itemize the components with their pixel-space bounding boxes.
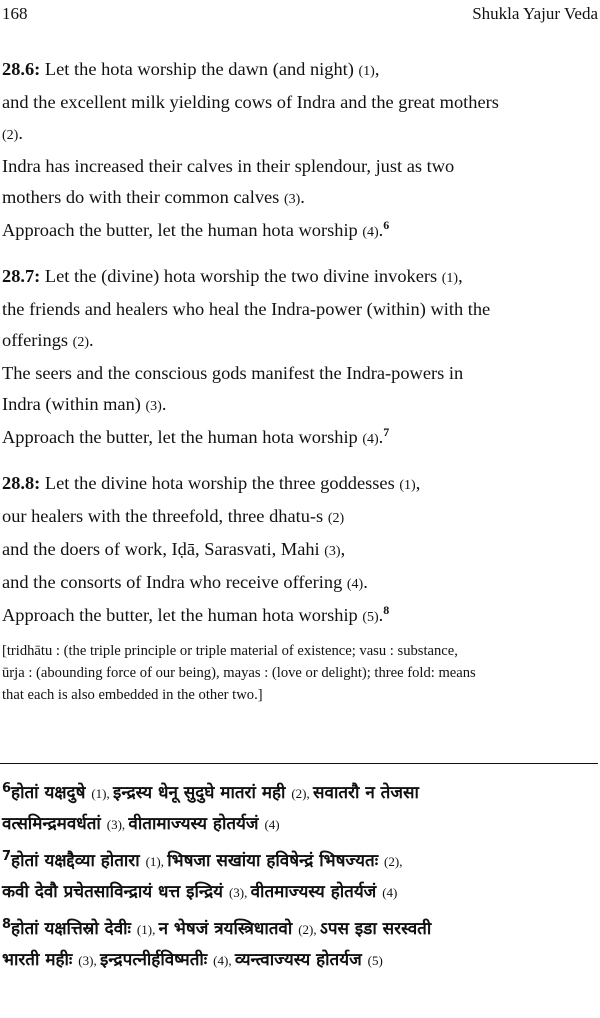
verse-text: offerings	[2, 330, 73, 350]
footnote-number: 7	[2, 849, 12, 864]
verse-text: Indra (within man)	[2, 394, 146, 414]
note-line: that each is also embedded in the other two.]	[2, 687, 263, 703]
clause-ref: (4)	[346, 577, 364, 592]
sanskrit-text: वीतमाज्यस्य होतर्यजं	[250, 882, 383, 902]
verse-line	[2, 325, 596, 358]
verse-text: Approach the butter, let the human hota worship	[2, 605, 363, 625]
sanskrit-text: सवातरौ न तेजसा	[313, 783, 419, 803]
verse-number: 28.8:	[2, 473, 41, 493]
clause-ref: (2)	[327, 511, 345, 526]
verse-text: The seers and the conscious gods manifest the Indra-powers in	[2, 363, 464, 383]
verse-text: Let the (divine) hota worship the two divine invokers	[40, 266, 442, 286]
clause-ref: (4),	[213, 953, 235, 968]
footnote-block	[2, 914, 596, 976]
sanskrit-text: होतां यक्षद्दैव्या होतारा	[11, 851, 146, 871]
verse-block	[2, 54, 596, 248]
footnote-marker: 7	[383, 425, 390, 439]
verse-text: mothers do with their common calves	[2, 187, 284, 207]
verse-text: the friends and healers who heal the Indra-power (within) with the	[2, 299, 491, 319]
verse-line	[2, 87, 596, 118]
punctuation: .	[378, 220, 384, 240]
verse-line	[2, 182, 596, 215]
clause-ref: (2),	[384, 854, 403, 869]
verse-number: 28.6:	[2, 59, 41, 79]
footnote-line	[2, 846, 596, 877]
sanskrit-text: वत्समिन्द्रमवर्धतां	[2, 814, 107, 834]
clause-ref: (3),	[106, 817, 129, 832]
footnote-line	[2, 945, 596, 976]
verse-text: Indra has increased their calves in their splendour, just as two	[2, 156, 455, 176]
verse-line	[2, 215, 596, 248]
verse-text: and the consorts of Indra who receive offering	[2, 572, 347, 592]
sanskrit-text: होतां यक्षत्तिस्रो देवीः	[11, 919, 137, 939]
verse-line	[2, 54, 596, 87]
footnote-marker: 6	[383, 218, 390, 232]
punctuation: .	[378, 427, 384, 447]
sanskrit-text: व्यन्त्वाज्यस्य होतर्यज	[234, 950, 368, 970]
footnote-line	[2, 809, 596, 840]
clause-ref: (1)	[441, 271, 459, 286]
clause-ref: (2),	[291, 786, 314, 801]
verse-line	[2, 151, 596, 182]
clause-ref: (4)	[382, 885, 398, 900]
verse-text: Approach the butter, let the human hota worship	[2, 220, 363, 240]
punctuation: ,	[415, 473, 421, 493]
verse-line	[2, 501, 596, 534]
punctuation: ,	[458, 266, 463, 286]
punctuation: .	[300, 187, 305, 207]
clause-ref: (1),	[145, 854, 168, 869]
sanskrit-text: होतां यक्षदुषे	[11, 783, 92, 803]
punctuation: .	[18, 123, 23, 143]
verse-block	[2, 261, 596, 455]
punctuation: ,	[374, 59, 380, 79]
footnote-line	[2, 778, 596, 809]
punctuation: .	[378, 605, 384, 625]
page-number: 168	[2, 4, 28, 23]
clause-ref: (5)	[362, 610, 379, 625]
clause-ref: (1),	[91, 786, 113, 801]
sanskrit-text: इन्द्रपत्नीर्हविष्मतीः	[99, 950, 214, 970]
sanskrit-text: न भेषजं त्रयस्त्रिधातवो	[158, 919, 299, 939]
clause-ref: (3)	[145, 399, 162, 414]
note-line: [tridhātu : (the triple principle or triple material of existence; vasu : substance,	[2, 643, 458, 659]
verse-line	[2, 468, 596, 501]
verse-translations	[2, 54, 596, 706]
note-line: ūrja : (abounding force of our being), mayas : (love or delight); three fold: means	[2, 665, 476, 681]
clause-ref: (3),	[228, 885, 251, 900]
clause-ref: (3)	[283, 192, 301, 207]
punctuation: ,	[340, 539, 346, 559]
verse-line	[2, 294, 596, 325]
sanskrit-text: भिषजा सखांया हविषेन्द्रं भिषज्यतः	[167, 851, 385, 871]
footnote-block	[2, 846, 596, 908]
clause-ref: (2)	[72, 335, 89, 350]
clause-ref: (1)	[358, 64, 375, 79]
footnote-block	[2, 778, 596, 840]
sanskrit-text: इन्द्रस्य धेनू सुदुघे मातरां मही	[112, 783, 292, 803]
verse-line	[2, 358, 596, 389]
sanskrit-text: भारती महीः	[2, 950, 79, 970]
sanskrit-footnotes	[2, 778, 596, 982]
sanskrit-text: वीतामाज्यस्य होतर्यजं	[128, 814, 265, 834]
running-header	[2, 4, 598, 28]
verse-text: Let the divine hota worship the three goddesses	[40, 473, 400, 493]
verse-line	[2, 118, 596, 151]
verse-line	[2, 600, 596, 633]
clause-ref: (3),	[78, 953, 100, 968]
verse-line	[2, 534, 596, 567]
clause-ref: (4)	[264, 817, 280, 832]
punctuation: .	[161, 394, 167, 414]
verse-line	[2, 567, 596, 600]
footnote-line	[2, 877, 596, 908]
verse-line	[2, 261, 596, 294]
punctuation: .	[363, 572, 368, 592]
verse-text: our healers with the threefold, three dhatu-s	[2, 506, 328, 526]
clause-ref: (2),	[298, 922, 320, 937]
clause-ref: (4)	[362, 225, 379, 240]
punctuation: .	[88, 330, 94, 350]
clause-ref: (3)	[324, 544, 341, 559]
sanskrit-text: ऽपस इडा सरस्वती	[319, 919, 432, 939]
clause-ref: (4)	[362, 432, 379, 447]
footnote-number: 6	[2, 781, 12, 796]
footnote-marker: 8	[383, 603, 390, 617]
verse-number: 28.7:	[2, 266, 41, 286]
footnote-number: 8	[2, 917, 12, 932]
clause-ref: (5)	[367, 953, 383, 968]
verse-block	[2, 468, 596, 633]
book-title: Shukla Yajur Veda	[472, 4, 598, 23]
verse-text: Let the hota worship the dawn (and night)	[40, 59, 359, 79]
verse-text: and the excellent milk yielding cows of Indra and the great mothers	[2, 92, 499, 112]
verse-line	[2, 422, 596, 455]
verse-line	[2, 389, 596, 422]
clause-ref: (1),	[136, 922, 159, 937]
verse-text: Approach the butter, let the human hota worship	[2, 427, 363, 447]
clause-ref: (2)	[2, 128, 19, 143]
clause-ref: (1)	[399, 478, 416, 493]
verse-text: and the doers of work, Iḍā, Sarasvati, Mahi	[2, 539, 325, 559]
footnote-line	[2, 914, 596, 945]
bracketed-note	[2, 640, 596, 706]
sanskrit-text: कवी देवौ प्रचेतसाविन्द्रायं धत्त इन्द्रियं	[2, 882, 229, 902]
footnote-separator	[0, 763, 598, 764]
